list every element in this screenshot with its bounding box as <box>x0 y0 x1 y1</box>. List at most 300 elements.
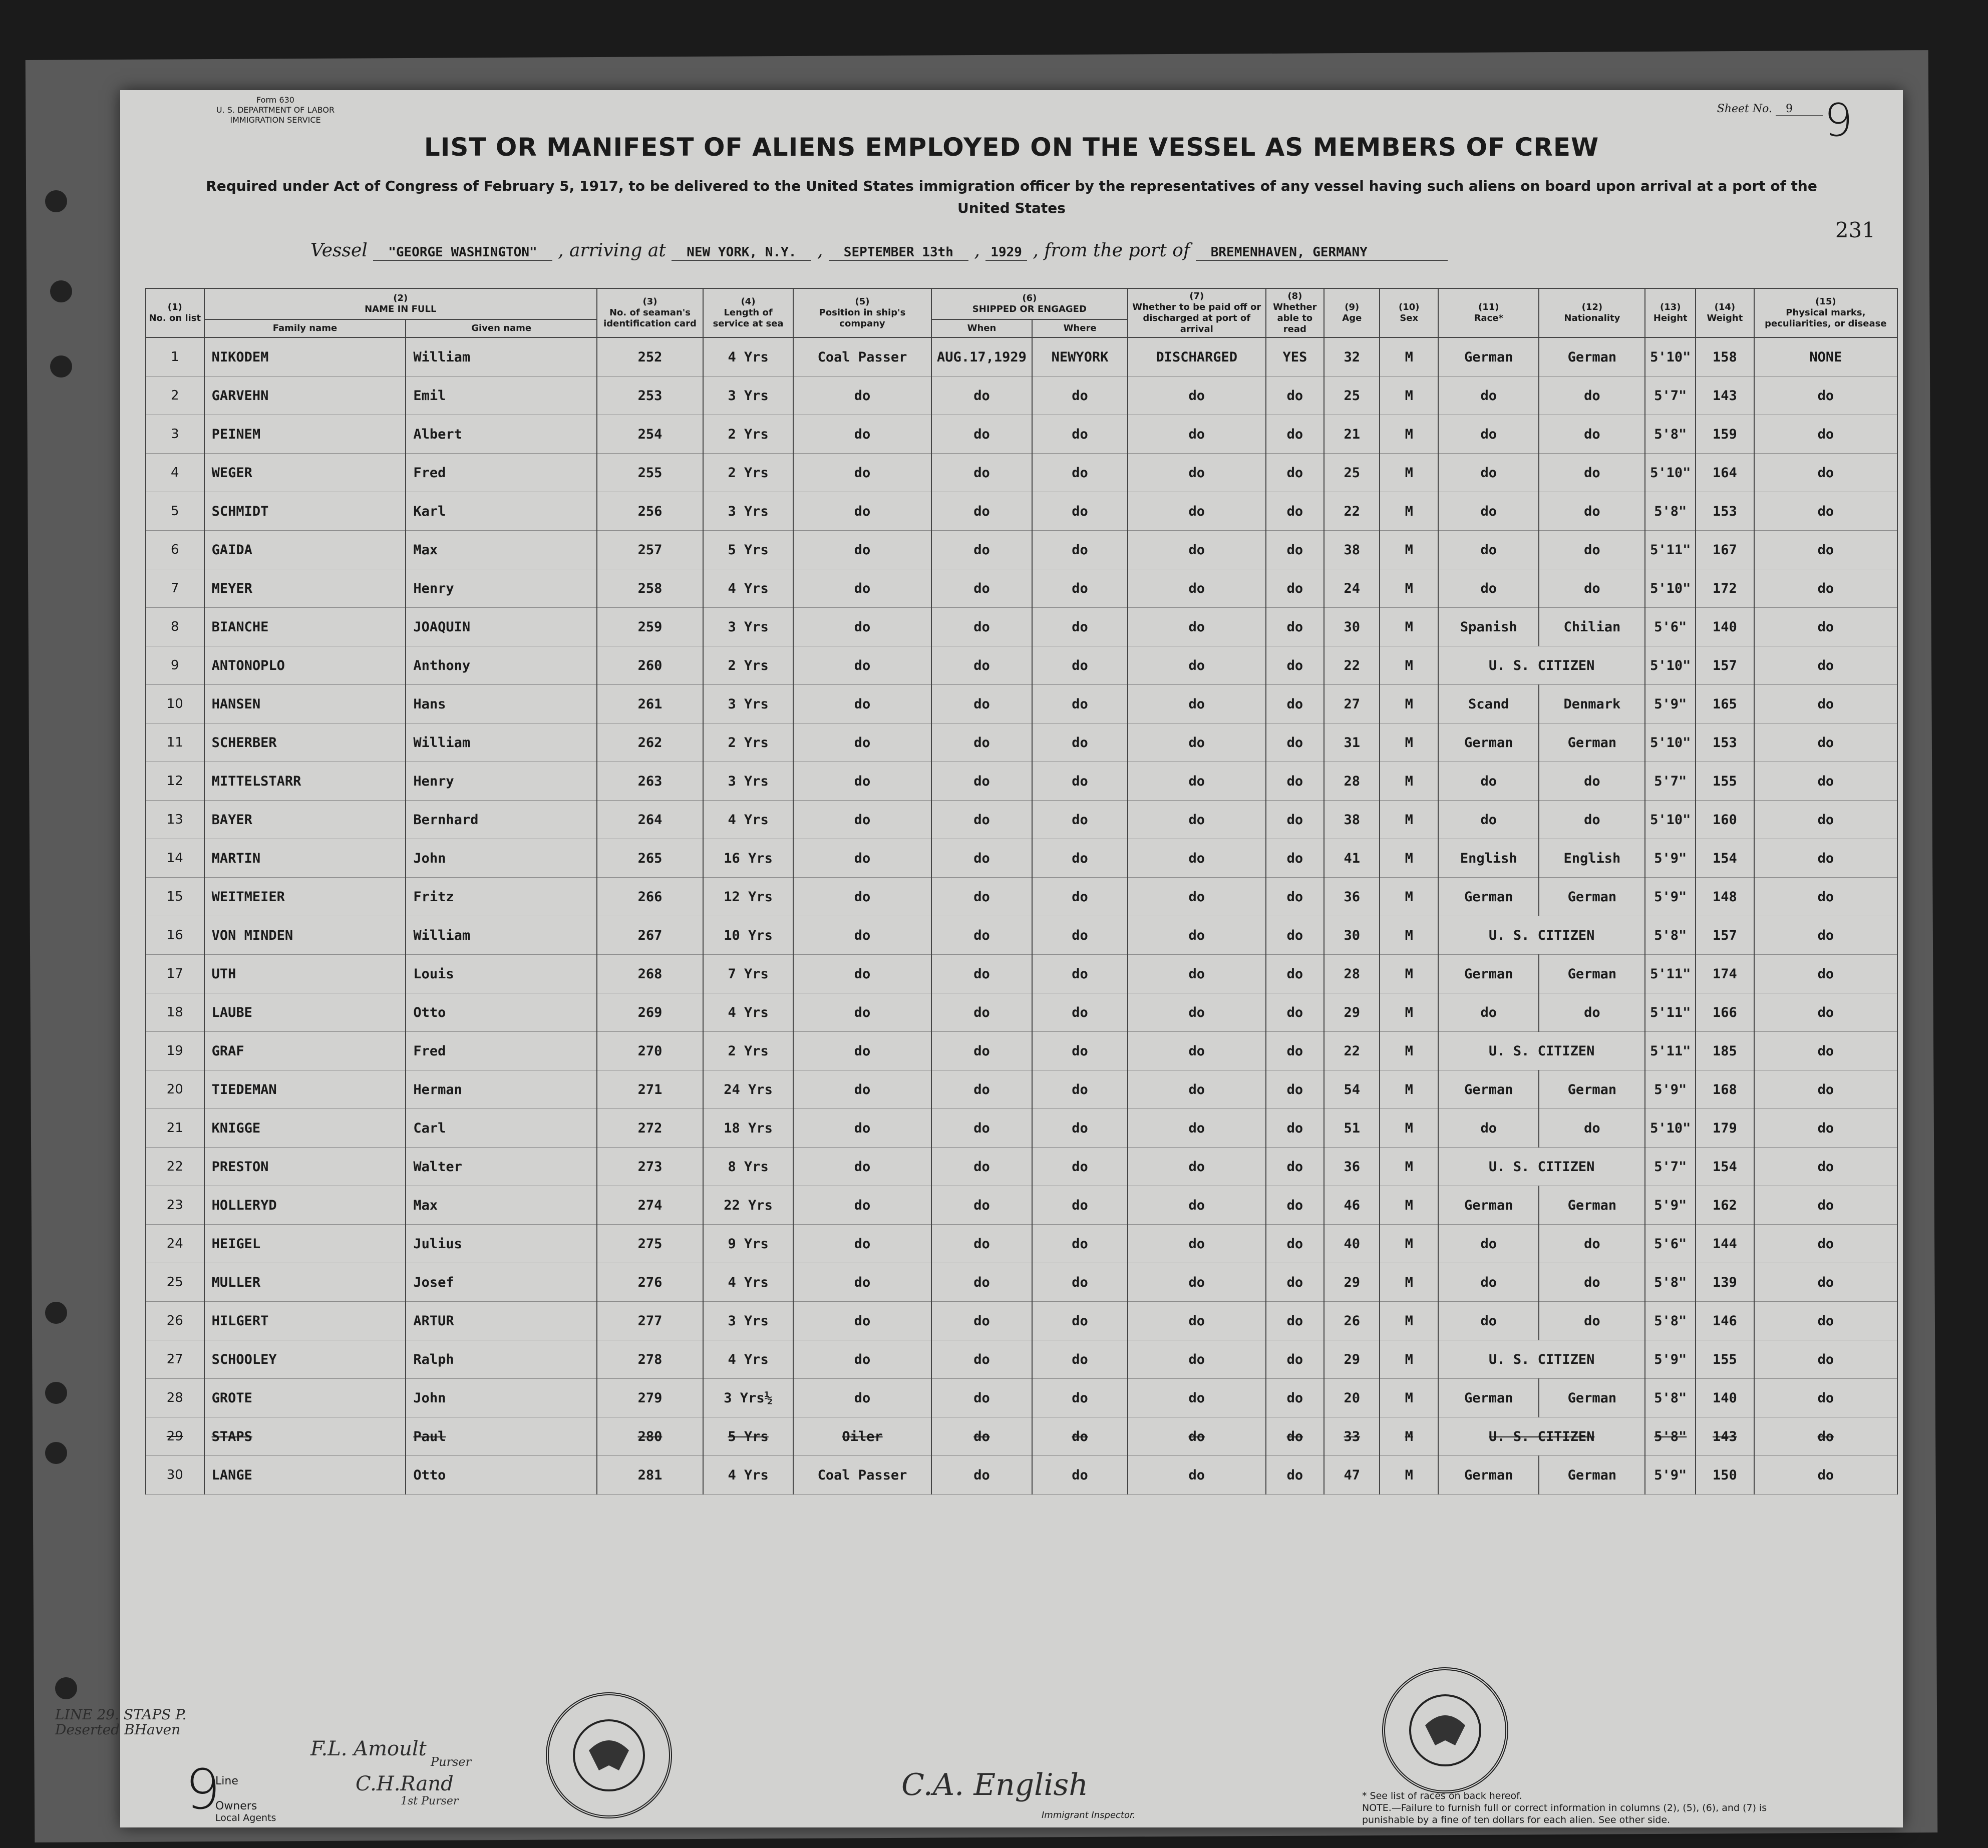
row-number: 16 <box>146 916 204 955</box>
position: do <box>793 1379 931 1417</box>
vessel-label: Vessel <box>310 240 368 261</box>
able-read: do <box>1266 878 1324 916</box>
weight: 150 <box>1696 1456 1754 1495</box>
given-name: JOAQUIN <box>406 608 597 646</box>
sex: M <box>1380 1186 1438 1225</box>
paid-off: do <box>1128 1148 1266 1186</box>
family-name: MEYER <box>204 569 406 608</box>
page-title: LIST OR MANIFEST OF ALIENS EMPLOYED ON THE VESSEL AS MEMBERS OF CREW <box>424 133 1599 162</box>
race: do <box>1438 1225 1539 1263</box>
able-read: do <box>1266 1148 1324 1186</box>
age: 46 <box>1324 1186 1380 1225</box>
nationality: do <box>1539 492 1645 531</box>
height: 5'8" <box>1645 415 1696 454</box>
row-number: 14 <box>146 839 204 878</box>
length-service: 3 Yrs <box>703 608 793 646</box>
col-nationality: (12) Nationality <box>1539 288 1645 337</box>
weight: 162 <box>1696 1186 1754 1225</box>
given-name: Fred <box>406 454 597 492</box>
shipped-when: do <box>931 1263 1032 1302</box>
paid-off: do <box>1128 1379 1266 1417</box>
age: 38 <box>1324 801 1380 839</box>
age: 20 <box>1324 1379 1380 1417</box>
physical-marks: do <box>1754 1456 1897 1495</box>
position: do <box>793 839 931 878</box>
table-row <box>146 878 1897 916</box>
nationality: German <box>1539 1070 1645 1109</box>
length-service: 3 Yrs <box>703 492 793 531</box>
able-read: do <box>1266 1070 1324 1109</box>
sheet-label: Sheet No. <box>1717 103 1772 115</box>
given-name: William <box>406 916 597 955</box>
table-row <box>146 608 1897 646</box>
table-row <box>146 801 1897 839</box>
sex: M <box>1380 955 1438 993</box>
shipped-where: do <box>1032 878 1128 916</box>
table-row <box>146 685 1897 723</box>
nationality: German <box>1539 955 1645 993</box>
given-name: Bernhard <box>406 801 597 839</box>
shipped-where: do <box>1032 685 1128 723</box>
position: do <box>793 1340 931 1379</box>
race: do <box>1438 1263 1539 1302</box>
height: 5'8" <box>1645 916 1696 955</box>
height: 5'9" <box>1645 685 1696 723</box>
weight: 154 <box>1696 839 1754 878</box>
seaman-card: 262 <box>597 723 703 762</box>
crew-table <box>145 288 1898 1495</box>
eagle-icon <box>1385 1670 1505 1790</box>
age: 31 <box>1324 723 1380 762</box>
given-name: Herman <box>406 1070 597 1109</box>
row-number: 7 <box>146 569 204 608</box>
age: 27 <box>1324 685 1380 723</box>
length-service: 4 Yrs <box>703 337 793 377</box>
race: German <box>1438 878 1539 916</box>
row-number: 30 <box>146 1456 204 1495</box>
physical-marks: do <box>1754 993 1897 1032</box>
age: 30 <box>1324 916 1380 955</box>
nationality: do <box>1539 1225 1645 1263</box>
shipped-when: do <box>931 878 1032 916</box>
sex: M <box>1380 337 1438 377</box>
physical-marks: do <box>1754 1186 1897 1225</box>
owner-title: 1st Purser <box>401 1795 459 1807</box>
nationality: do <box>1539 377 1645 415</box>
seaman-card: 273 <box>597 1148 703 1186</box>
shipped-when: do <box>931 1148 1032 1186</box>
weight: 164 <box>1696 454 1754 492</box>
nationality: Denmark <box>1539 685 1645 723</box>
paid-off: do <box>1128 492 1266 531</box>
shipped-where: do <box>1032 1456 1128 1495</box>
line-label: Line <box>215 1775 238 1787</box>
seaman-card: 275 <box>597 1225 703 1263</box>
punch-hole <box>45 1442 67 1464</box>
sex: M <box>1380 1417 1438 1456</box>
seaman-card: 279 <box>597 1379 703 1417</box>
race: German <box>1438 1456 1539 1495</box>
able-read: do <box>1266 762 1324 801</box>
line29-note: LINE 29. STAPS P. Deserted BHaven <box>55 1706 187 1738</box>
paid-off: do <box>1128 1032 1266 1070</box>
given-name: John <box>406 839 597 878</box>
shipped-where: do <box>1032 454 1128 492</box>
weight: 157 <box>1696 916 1754 955</box>
page-subtitle: Required under Act of Congress of February 5, 1917, to be delivered to the United States immigration officer by the representatives of any vessel having such aliens on board upon arrival at a port of the United States <box>206 178 1817 216</box>
nationality: do <box>1539 1302 1645 1340</box>
given-name: Karl <box>406 492 597 531</box>
sex: M <box>1380 723 1438 762</box>
position: do <box>793 878 931 916</box>
seaman-card: 253 <box>597 377 703 415</box>
punch-hole <box>50 280 72 302</box>
shipped-where: do <box>1032 723 1128 762</box>
race: do <box>1438 1302 1539 1340</box>
height: 5'6" <box>1645 608 1696 646</box>
length-service: 2 Yrs <box>703 454 793 492</box>
col-where: Where <box>1032 319 1128 337</box>
sex: M <box>1380 1032 1438 1070</box>
seaman-card: 261 <box>597 685 703 723</box>
table-row <box>146 993 1897 1032</box>
given-name: Anthony <box>406 646 597 685</box>
master-title: Purser <box>431 1755 472 1769</box>
col-position: (5) Position in ship's company <box>793 288 931 337</box>
shipped-when: do <box>931 762 1032 801</box>
age: 29 <box>1324 1340 1380 1379</box>
paid-off: do <box>1128 1302 1266 1340</box>
age: 24 <box>1324 569 1380 608</box>
col-able-read: (8) Whether able to read <box>1266 288 1324 337</box>
length-service: 3 Yrs <box>703 377 793 415</box>
length-service: 4 Yrs <box>703 1340 793 1379</box>
paid-off: do <box>1128 454 1266 492</box>
able-read: do <box>1266 492 1324 531</box>
seaman-card: 269 <box>597 993 703 1032</box>
arrival-port: NEW YORK, N.Y. <box>672 245 811 261</box>
nationality: do <box>1539 801 1645 839</box>
physical-marks: do <box>1754 608 1897 646</box>
age: 38 <box>1324 531 1380 569</box>
seaman-card: 277 <box>597 1302 703 1340</box>
shipped-where: do <box>1032 569 1128 608</box>
race: do <box>1438 415 1539 454</box>
seaman-card: 258 <box>597 569 703 608</box>
position: do <box>793 1302 931 1340</box>
position: do <box>793 723 931 762</box>
able-read: do <box>1266 646 1324 685</box>
sex: M <box>1380 839 1438 878</box>
shipped-when: do <box>931 608 1032 646</box>
sex: M <box>1380 646 1438 685</box>
shipped-where: do <box>1032 1148 1128 1186</box>
paid-off: DISCHARGED <box>1128 337 1266 377</box>
shipped-where: do <box>1032 916 1128 955</box>
table-row <box>146 569 1897 608</box>
inspector-signature: C.A. English <box>901 1767 1088 1802</box>
col-paid-off: (7) Whether to be paid off or discharged at port of arrival <box>1128 288 1266 337</box>
sex: M <box>1380 993 1438 1032</box>
able-read: do <box>1266 1417 1324 1456</box>
weight: 153 <box>1696 723 1754 762</box>
shipped-where: do <box>1032 1302 1128 1340</box>
race: German <box>1438 723 1539 762</box>
physical-marks: do <box>1754 839 1897 878</box>
position: do <box>793 1032 931 1070</box>
family-name: HOLLERYD <box>204 1186 406 1225</box>
age: 28 <box>1324 762 1380 801</box>
physical-marks: do <box>1754 454 1897 492</box>
paid-off: do <box>1128 878 1266 916</box>
able-read: do <box>1266 1109 1324 1148</box>
family-name: GAIDA <box>204 531 406 569</box>
physical-marks: NONE <box>1754 337 1897 377</box>
physical-marks: do <box>1754 1148 1897 1186</box>
able-read: do <box>1266 415 1324 454</box>
height: 5'8" <box>1645 1417 1696 1456</box>
seaman-card: 260 <box>597 646 703 685</box>
position: do <box>793 646 931 685</box>
race: do <box>1438 762 1539 801</box>
given-name: Fred <box>406 1032 597 1070</box>
physical-marks: do <box>1754 801 1897 839</box>
position: do <box>793 569 931 608</box>
weight: 172 <box>1696 569 1754 608</box>
seaman-card: 257 <box>597 531 703 569</box>
race: Scand <box>1438 685 1539 723</box>
seaman-card: 265 <box>597 839 703 878</box>
given-name: Otto <box>406 993 597 1032</box>
shipped-where: do <box>1032 531 1128 569</box>
physical-marks: do <box>1754 1032 1897 1070</box>
nationality: German <box>1539 723 1645 762</box>
height: 5'10" <box>1645 1109 1696 1148</box>
sex: M <box>1380 762 1438 801</box>
weight: 157 <box>1696 646 1754 685</box>
seaman-card: 267 <box>597 916 703 955</box>
shipped-when: do <box>931 1070 1032 1109</box>
weight: 159 <box>1696 415 1754 454</box>
position: do <box>793 1148 931 1186</box>
weight: 143 <box>1696 1417 1754 1456</box>
table-row <box>146 1263 1897 1302</box>
position: Oiler <box>793 1417 931 1456</box>
physical-marks: do <box>1754 492 1897 531</box>
table-row <box>146 1148 1897 1186</box>
weight: 185 <box>1696 1032 1754 1070</box>
position: do <box>793 492 931 531</box>
family-name: PEINEM <box>204 415 406 454</box>
nationality: do <box>1539 1109 1645 1148</box>
row-number: 3 <box>146 415 204 454</box>
age: 32 <box>1324 337 1380 377</box>
shipped-where: do <box>1032 377 1128 415</box>
table-row <box>146 454 1897 492</box>
col-seaman-card: (3) No. of seaman's identification card <box>597 288 703 337</box>
length-service: 24 Yrs <box>703 1070 793 1109</box>
shipped-where: do <box>1032 1263 1128 1302</box>
shipped-where: do <box>1032 762 1128 801</box>
given-name: Henry <box>406 569 597 608</box>
height: 5'8" <box>1645 1302 1696 1340</box>
length-service: 4 Yrs <box>703 1263 793 1302</box>
stamp-number: 231 <box>1835 218 1875 242</box>
table-row <box>146 1340 1897 1379</box>
sex: M <box>1380 608 1438 646</box>
nationality: do <box>1539 531 1645 569</box>
table-row <box>146 1379 1897 1417</box>
position: do <box>793 454 931 492</box>
family-name: MULLER <box>204 1263 406 1302</box>
shipped-when: do <box>931 415 1032 454</box>
table-row <box>146 916 1897 955</box>
length-service: 9 Yrs <box>703 1225 793 1263</box>
master-signature: F.L. Amoult <box>310 1737 427 1760</box>
paid-off: do <box>1128 762 1266 801</box>
given-name: Fritz <box>406 878 597 916</box>
punch-hole <box>45 190 67 212</box>
paid-off: do <box>1128 801 1266 839</box>
family-name: NIKODEM <box>204 337 406 377</box>
given-name: Otto <box>406 1456 597 1495</box>
age: 51 <box>1324 1109 1380 1148</box>
paid-off: do <box>1128 1340 1266 1379</box>
nationality: do <box>1539 569 1645 608</box>
position: do <box>793 1263 931 1302</box>
paid-off: do <box>1128 1417 1266 1456</box>
age: 36 <box>1324 878 1380 916</box>
shipped-when: do <box>931 1186 1032 1225</box>
sex: M <box>1380 1379 1438 1417</box>
weight: 153 <box>1696 492 1754 531</box>
family-name: VON MINDEN <box>204 916 406 955</box>
row-number: 5 <box>146 492 204 531</box>
height: 5'8" <box>1645 492 1696 531</box>
shipped-when: do <box>931 377 1032 415</box>
sex: M <box>1380 1302 1438 1340</box>
length-service: 3 Yrs <box>703 685 793 723</box>
row-number: 2 <box>146 377 204 415</box>
col-when: When <box>931 319 1032 337</box>
seaman-card: 281 <box>597 1456 703 1495</box>
length-service: 2 Yrs <box>703 1032 793 1070</box>
shipped-where: do <box>1032 415 1128 454</box>
vessel-name: "GEORGE WASHINGTON" <box>373 245 552 261</box>
table-row <box>146 723 1897 762</box>
race: German <box>1438 1070 1539 1109</box>
weight: 139 <box>1696 1263 1754 1302</box>
table-row <box>146 1225 1897 1263</box>
height: 5'8" <box>1645 1263 1696 1302</box>
given-name: William <box>406 337 597 377</box>
row-number: 21 <box>146 1109 204 1148</box>
given-name: Emil <box>406 377 597 415</box>
shipped-where: do <box>1032 646 1128 685</box>
age: 54 <box>1324 1070 1380 1109</box>
nationality: do <box>1539 1263 1645 1302</box>
able-read: do <box>1266 916 1324 955</box>
shipped-where: do <box>1032 955 1128 993</box>
physical-marks: do <box>1754 955 1897 993</box>
able-read: do <box>1266 685 1324 723</box>
length-service: 4 Yrs <box>703 569 793 608</box>
shipped-when: do <box>931 723 1032 762</box>
able-read: do <box>1266 1186 1324 1225</box>
races-note: * See list of races on back hereof. <box>1362 1790 1522 1801</box>
physical-marks: do <box>1754 377 1897 415</box>
weight: 165 <box>1696 685 1754 723</box>
paid-off: do <box>1128 1186 1266 1225</box>
able-read: do <box>1266 531 1324 569</box>
sex: M <box>1380 1340 1438 1379</box>
nationality: German <box>1539 878 1645 916</box>
physical-marks: do <box>1754 1070 1897 1109</box>
given-name: Louis <box>406 955 597 993</box>
position: do <box>793 531 931 569</box>
sex: M <box>1380 685 1438 723</box>
shipped-when: do <box>931 1032 1032 1070</box>
weight: 140 <box>1696 608 1754 646</box>
given-name: Hans <box>406 685 597 723</box>
height: 5'7" <box>1645 1148 1696 1186</box>
sex: M <box>1380 878 1438 916</box>
height: 5'11" <box>1645 1032 1696 1070</box>
physical-marks: do <box>1754 415 1897 454</box>
family-name: GRAF <box>204 1032 406 1070</box>
length-service: 3 Yrs <box>703 762 793 801</box>
weight: 155 <box>1696 1340 1754 1379</box>
able-read: do <box>1266 1263 1324 1302</box>
row-number: 18 <box>146 993 204 1032</box>
race: do <box>1438 377 1539 415</box>
punch-hole <box>45 1382 67 1404</box>
shipped-where: do <box>1032 492 1128 531</box>
weight: 167 <box>1696 531 1754 569</box>
seaman-card: 254 <box>597 415 703 454</box>
nationality: German <box>1539 1456 1645 1495</box>
position: do <box>793 608 931 646</box>
seaman-card: 268 <box>597 955 703 993</box>
seaman-card: 270 <box>597 1032 703 1070</box>
handwritten-nine: 9 <box>185 1757 220 1821</box>
physical-marks: do <box>1754 762 1897 801</box>
race: do <box>1438 454 1539 492</box>
height: 5'9" <box>1645 1186 1696 1225</box>
col-weight: (14) Weight <box>1696 288 1754 337</box>
position: do <box>793 762 931 801</box>
shipped-where: do <box>1032 801 1128 839</box>
sheet-value: 9 <box>1776 103 1823 116</box>
race: German <box>1438 1379 1539 1417</box>
weight: 174 <box>1696 955 1754 993</box>
shipped-when: do <box>931 646 1032 685</box>
table-row <box>146 492 1897 531</box>
shipped-when: do <box>931 1225 1032 1263</box>
able-read: do <box>1266 1302 1324 1340</box>
nationality: German <box>1539 337 1645 377</box>
sex: M <box>1380 916 1438 955</box>
length-service: 4 Yrs <box>703 1456 793 1495</box>
physical-marks: do <box>1754 1225 1897 1263</box>
position: do <box>793 916 931 955</box>
race: German <box>1438 337 1539 377</box>
height: 5'6" <box>1645 1225 1696 1263</box>
family-name: BAYER <box>204 801 406 839</box>
arriving-label: , arriving at <box>558 240 666 261</box>
position: do <box>793 955 931 993</box>
row-number: 28 <box>146 1379 204 1417</box>
